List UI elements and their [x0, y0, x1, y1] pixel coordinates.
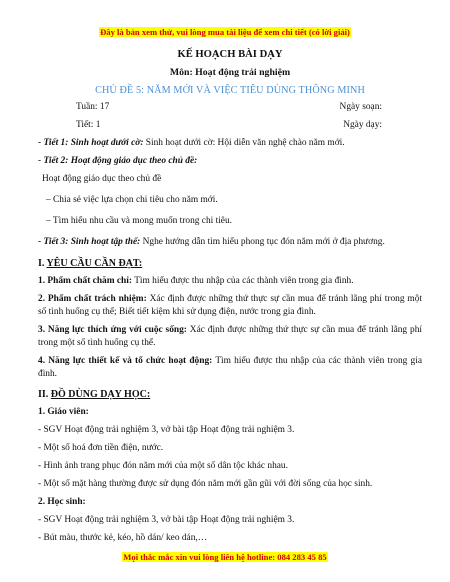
tiet-2-line-3: – Tìm hiểu nhu cầu và mong muốn trong chi tiêu.	[46, 216, 232, 226]
tiet-3-text: Nghe hướng dẫn tìm hiểu phong tục đón năm mới ở địa phương.	[140, 237, 385, 247]
lesson-number: Tiết: 1	[76, 120, 101, 130]
tiet-1-text: Sinh hoạt dưới cờ: Hội diễn văn nghệ chào năm mới.	[143, 138, 345, 148]
week: Tuần: 17	[76, 102, 110, 112]
hotline-banner-text: Mọi thắc mắc xin vui lòng liên hệ hotline: 084 283 45 85	[123, 552, 327, 562]
teacher-item: - Một số hoá đơn tiền điện, nước.	[38, 443, 164, 453]
doc-subject: Môn: Hoạt động trải nghiệm	[169, 67, 291, 78]
tiet-3-label: - Tiết 3: Sinh hoạt tập thể:	[38, 237, 141, 247]
tiet-2-line-2: – Chia sẻ việc lựa chọn chi tiêu cho năm mới.	[46, 195, 218, 205]
requirement-label: 2. Phẩm chất trách nhiệm:	[38, 294, 147, 304]
student-item: - Bút màu, thước kẻ, kéo, hồ dán/ keo dán,…	[38, 533, 208, 543]
tiet-3	[38, 236, 422, 249]
meta-row-2	[38, 119, 422, 132]
student-label: 2. Học sinh:	[38, 497, 86, 507]
student-item: - SGV Hoạt động trải nghiệm 3, vở bài tập Hoạt động trải nghiệm 3.	[38, 515, 295, 525]
requirement-text: Xác định được những thứ thực sự cần mua để tránh lãng phí trong một số tình huống cụ thể; Biết tiết kiệm khi sử dụng điện, nước trong gia đình.	[38, 294, 422, 317]
hotline-banner	[0, 552, 450, 562]
preview-banner	[0, 27, 450, 37]
date-taught: Ngày dạy:	[343, 120, 382, 130]
tiet-1-label: - Tiết 1: Sinh hoạt dưới cờ:	[38, 138, 144, 148]
doc-title: KẾ HOẠCH BÀI DẠY	[177, 49, 283, 60]
requirement-item	[38, 324, 422, 350]
requirement-item	[38, 293, 422, 319]
section-2-num: II.	[38, 389, 51, 400]
section-1-heading	[38, 257, 422, 270]
tiet-2-label: - Tiết 2: Hoạt động giáo dục theo chủ đề:	[38, 156, 198, 166]
requirement-text: Tìm hiểu được thu nhập của các thành viên trong gia đình.	[132, 276, 354, 286]
tiet-2-line-1: Hoạt động giáo dục theo chủ đề	[42, 174, 162, 184]
requirement-label: 1. Phẩm chất chăm chỉ:	[38, 276, 133, 286]
doc-topic: CHỦ ĐỀ 5: NĂM MỚI VÀ VIỆC TIÊU DÙNG THÔNG MINH	[95, 85, 365, 96]
requirement-label: 3. Năng lực thích ứng với cuộc sống:	[38, 325, 187, 335]
teacher-item: - Một số mặt hàng thường được sử dụng đón năm mới gần gũi với đời sống của học sinh.	[38, 479, 373, 489]
requirement-text: Xác định được những thứ thực sự cần mua để tránh lãng phí trong một số tình huống cụ thể.	[38, 325, 422, 348]
requirement-item	[38, 275, 422, 288]
document-page	[38, 48, 422, 550]
preview-banner-text: Đây là bản xem thử, vui lòng mua tài liệu để xem chi tiết (có lời giải)	[100, 27, 350, 37]
teacher-item: - Hình ảnh trang phục đón năm mới của một số dân tộc khác nhau.	[38, 461, 288, 471]
requirement-label: 4. Năng lực thiết kế và tổ chức hoạt động:	[38, 356, 213, 366]
date-prepared: Ngày soạn:	[339, 102, 382, 112]
section-2-heading	[38, 388, 422, 401]
requirement-text: Tìm hiểu được thu nhập của các thành viên trong gia đình.	[38, 356, 422, 379]
section-2-title: ĐỒ DÙNG DẠY HỌC:	[50, 389, 151, 400]
requirement-item	[38, 355, 422, 381]
meta-row-1	[38, 101, 422, 114]
section-1-num: I.	[38, 258, 47, 269]
teacher-item: - SGV Hoạt động trải nghiệm 3, vở bài tập Hoạt động trải nghiệm 3.	[38, 425, 295, 435]
teacher-label: 1. Giáo viên:	[38, 407, 89, 417]
section-1-title: YÊU CẦU CẦN ĐẠT:	[46, 258, 143, 269]
tiet-1	[38, 137, 422, 150]
